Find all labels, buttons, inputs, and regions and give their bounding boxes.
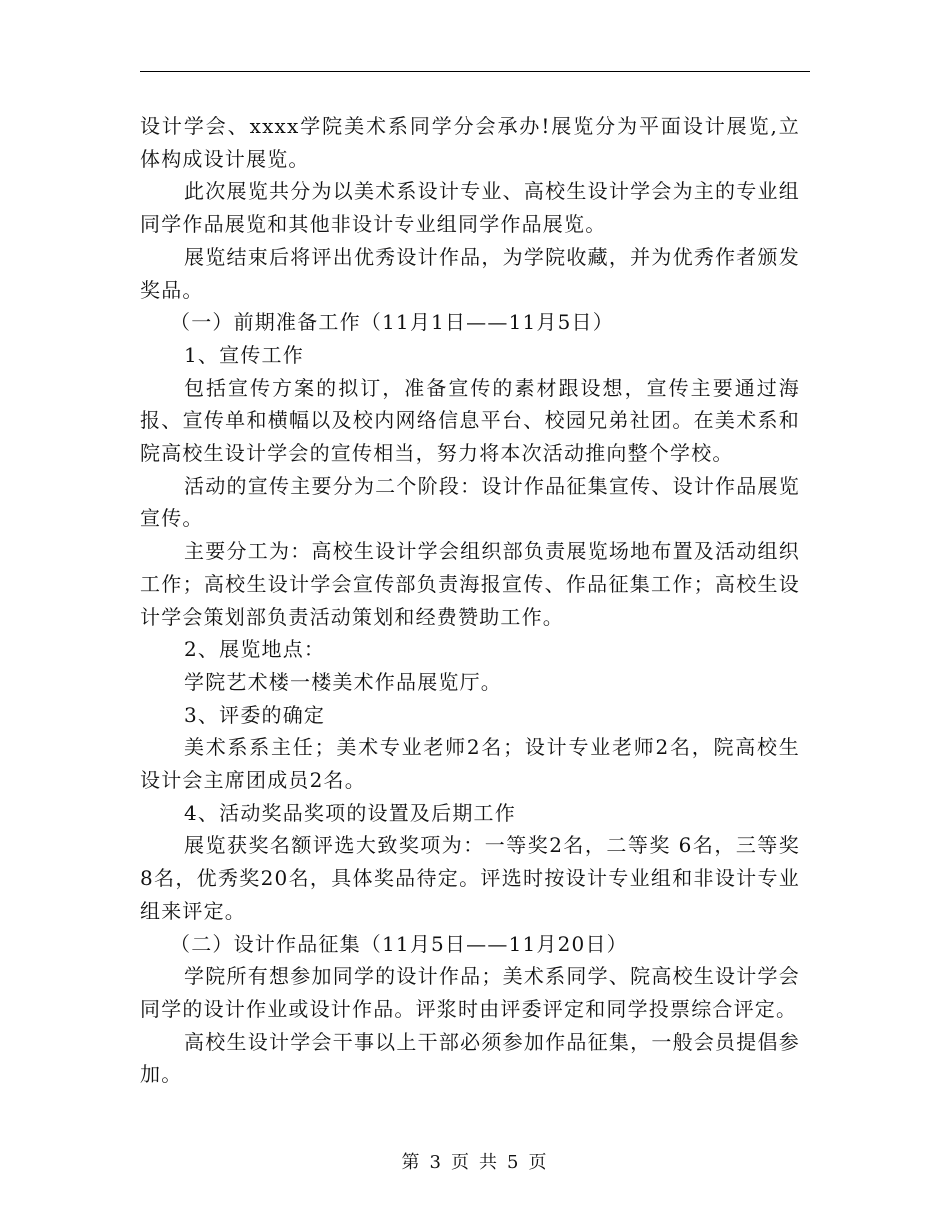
section-heading: （一）前期准备工作（11月1日——11月5日） — [170, 310, 614, 335]
paragraph: 包括宣传方案的拟订，准备宣传的素材跟设想，宣传主要通过海报、宣传单和横幅以及校内网络信息平台、校园兄弟社团。在美术系和院高校生设计学会的宣传相当，努力将本次活动推向整个学校。 — [140, 375, 800, 466]
page-suffix: 页 — [528, 1152, 549, 1173]
header-rule — [140, 71, 810, 72]
page-footer — [0, 1148, 950, 1174]
paragraph: 美术系系主任；美术专业老师2名；设计专业老师2名，院高校生设计会主席团成员2名。 — [140, 735, 800, 793]
paragraph: 学院艺术楼一楼美术作品展览厅。 — [184, 669, 502, 694]
paragraph: 学院所有想参加同学的设计作品；美术系同学、院高校生设计学会同学的设计作业或设计作品。评浆时由评委评定和同学投票综合评定。 — [140, 964, 800, 1021]
page-label: 页 — [451, 1152, 471, 1173]
total-pages-number: 5 — [507, 1152, 521, 1173]
document-body — [140, 110, 800, 1091]
subsection-heading: 4、活动奖品奖项的设置及后期工作 — [184, 800, 516, 825]
subsection-heading: 2、展览地点： — [184, 637, 326, 662]
section-heading: （二）设计作品征集（11月5日——11月20日） — [170, 931, 628, 956]
paragraph: 此次展览共分为以美术系设计专业、高校生设计学会为主的专业组同学作品展览和其他非设计专业组同学作品展览。 — [140, 179, 800, 237]
paragraph: 高校生设计学会干事以上干部必须参加作品征集，一般会员提倡参加。 — [140, 1029, 800, 1087]
subsection-heading: 1、宣传工作 — [184, 342, 304, 367]
paragraph: 设计学会、xxxx学院美术系同学分会承办!展览分为平面设计展览,立体构成设计展览。 — [140, 114, 800, 171]
total-prefix: 共 — [479, 1152, 499, 1173]
subsection-heading: 3、评委的确定 — [184, 702, 326, 727]
current-page-number: 3 — [429, 1152, 443, 1173]
paragraph: 展览获奖名额评选大致奖项为：一等奖2名，二等奖 6名，三等奖8名，优秀奖20名，具体奖品待定。评选时按设计专业组和非设计专业组来评定。 — [140, 833, 800, 923]
paragraph: 主要分工为：高校生设计学会组织部负责展览场地布置及活动组织工作；高校生设计学会宣传部负责海报宣传、作品征集工作；高校生设计学会策划部负责活动策划和经费赞助工作。 — [140, 539, 800, 629]
paragraph: 展览结束后将评出优秀设计作品，为学院收藏，并为优秀作者颁发奖品。 — [140, 244, 800, 302]
page-prefix: 第 — [401, 1152, 422, 1173]
paragraph: 活动的宣传主要分为二个阶段：设计作品征集宣传、设计作品展览宣传。 — [140, 473, 800, 531]
